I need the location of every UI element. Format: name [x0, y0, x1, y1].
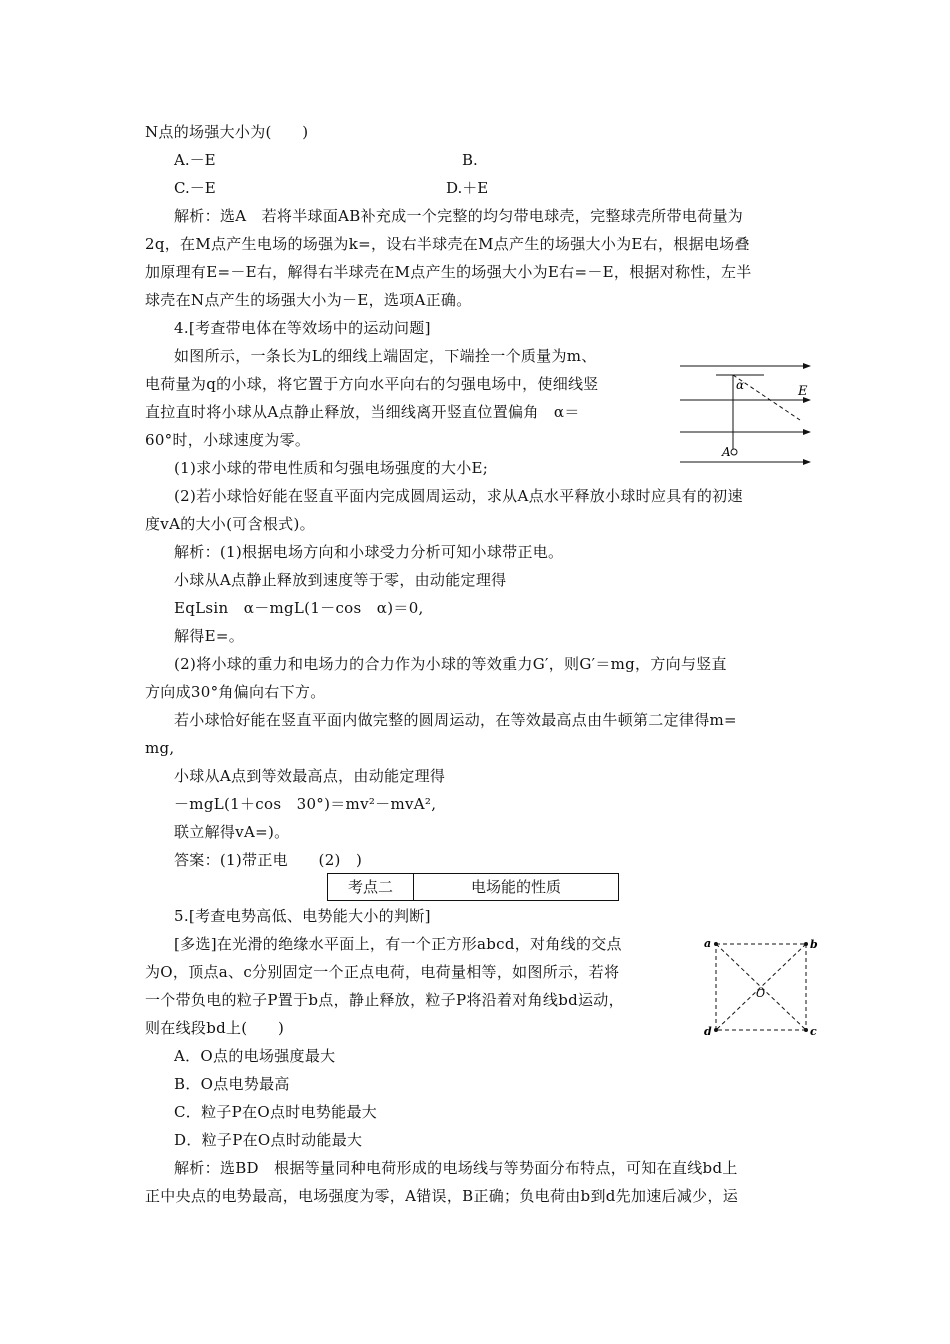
q4-answer: 答案：(1)带正电 (2) ): [174, 851, 363, 869]
q4-field-figure: [676, 358, 816, 470]
q4-analysis-line: 解得E=。: [174, 627, 245, 645]
q3-analysis-line: 解析：选A 若将半球面AB补充成一个完整的均匀带电球壳，完整球壳所带电荷量为: [174, 207, 744, 225]
q5-option: D．粒子P在O点时动能最大: [174, 1131, 363, 1149]
alpha-label: α: [736, 378, 745, 392]
q4-part2: (2)若小球恰好能在竖直平面内完成圆周运动，求从A点水平释放小球时应具有的初速: [174, 487, 743, 505]
q4-part2-cont: 度vA的大小(可含根式)。: [145, 515, 315, 533]
q3-analysis-line: 加原理有E=－E右，解得右半球壳在M点产生的场强大小为E右=－E，根据对称性，左半: [145, 263, 752, 281]
q3-stem-tail: N点的场强大小为( ): [145, 123, 309, 141]
q4-analysis-line: 方向成30°角偏向右下方。: [145, 683, 326, 701]
q4-part1: (1)求小球的带电性质和匀强电场强度的大小E;: [174, 459, 489, 477]
ball-a: [731, 449, 737, 455]
a-label: A: [722, 445, 731, 459]
q4-heading: 4.[考查带电体在等效场中的运动问题]: [174, 319, 431, 337]
q4-stem-line: 如图所示，一条长为L的细线上端固定，下端拴一个质量为m、: [174, 347, 597, 365]
q4-stem-line: 60°时，小球速度为零。: [145, 431, 311, 449]
e-label: E: [798, 384, 808, 399]
section-title: 电场能的性质: [470, 878, 561, 896]
label-c: c: [810, 1025, 817, 1038]
q4-analysis-line: 小球从A点静止释放到速度等于零，由动能定理得: [174, 571, 507, 589]
label-d: d: [704, 1025, 712, 1038]
q5-analysis-line: 正中央点的电势最高，电场强度为零，A错误，B正确；负电荷由b到d先加速后减少，运: [145, 1187, 739, 1205]
q3-option-d: D.＋E: [446, 179, 489, 197]
section-header-table: [327, 873, 619, 901]
q4-analysis-line: (2)将小球的重力和电场力的合力作为小球的等效重力G′，则G′＝mg，方向与竖直: [174, 655, 727, 673]
q5-stem-line: 为O，顶点a、c分别固定一个正点电荷，电荷量相等，如图所示，若将: [145, 963, 620, 981]
q3-option-b: B.: [462, 151, 478, 169]
q4-stem-line: 直拉直时将小球从A点静止释放，当细线离开竖直位置偏角 α＝: [145, 403, 580, 421]
q4-analysis-line: 联立解得vA=)。: [174, 823, 290, 841]
q4-analysis-line: 解析：(1)根据电场方向和小球受力分析可知小球带正电。: [174, 543, 564, 561]
q5-stem-line: 则在线段bd上( ): [145, 1019, 285, 1037]
q3-analysis-line: 2q，在M点产生电场的场强为k=，设右半球壳在M点产生的场强大小为E右，根据电场叠: [145, 235, 750, 253]
q5-option: C．粒子P在O点时电势能最大: [174, 1103, 378, 1121]
label-b: b: [810, 938, 818, 951]
q5-option: B．O点电势最高: [174, 1075, 290, 1093]
label-a: a: [704, 937, 712, 950]
vertex-a: [714, 942, 718, 946]
q3-analysis-line: 球壳在N点产生的场强大小为－E，选项A正确。: [145, 291, 472, 309]
q5-stem-line: 一个带负电的粒子P置于b点，静止释放，粒子P将沿着对角线bd运动，: [145, 991, 624, 1009]
q4-analysis-line: 若小球恰好能在竖直平面内做完整的圆周运动，在等效最高点由牛顿第二定律得m=: [174, 711, 737, 729]
vertex-c: [804, 1028, 808, 1032]
q4-analysis-line: mg,: [145, 739, 175, 757]
q4-analysis-line: －mgL(1＋cos 30°)＝mv²－mvA²,: [174, 795, 437, 813]
vertex-b: [804, 942, 808, 946]
q5-analysis-line: 解析：选BD 根据等量同种电荷形成的电场线与等势面分布特点，可知在直线bd上: [174, 1159, 738, 1177]
q4-analysis-line: 小球从A点到等效最高点，由动能定理得: [174, 767, 446, 785]
q5-stem-line: [多选]在光滑的绝缘水平面上，有一个正方形abcd，对角线的交点: [174, 935, 622, 953]
vertex-d: [714, 1028, 718, 1032]
q5-option: A．O点的电场强度最大: [174, 1047, 336, 1065]
q4-stem-line: 电荷量为q的小球，将它置于方向水平向右的匀强电场中，使细线竖: [145, 375, 599, 393]
q3-option-a: A.－E: [174, 151, 216, 169]
q4-analysis-line: EqLsin α－mgL(1－cos α)＝0,: [174, 599, 424, 617]
q3-option-c: C.－E: [174, 179, 216, 197]
q5-heading: 5.[考查电势高低、电势能大小的判断]: [174, 907, 431, 925]
label-o: O: [756, 987, 766, 1000]
section-label: 考点二: [328, 874, 414, 900]
q5-square-figure: [702, 934, 820, 1038]
